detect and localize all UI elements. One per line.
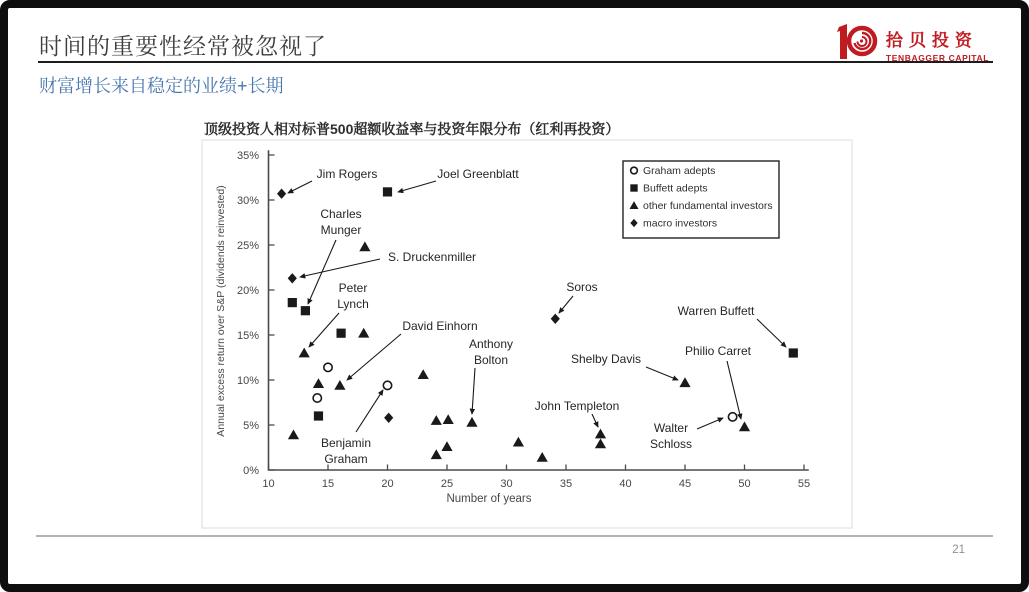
svg-text:15%: 15% bbox=[236, 330, 259, 342]
svg-text:10%: 10% bbox=[236, 375, 259, 387]
svg-text:35%: 35% bbox=[236, 150, 259, 162]
svg-text:Walter: Walter bbox=[653, 421, 689, 435]
slide-title: 时间的重要性经常被忽视了 bbox=[39, 33, 327, 59]
svg-text:Schloss: Schloss bbox=[649, 437, 693, 451]
svg-text:Bolton: Bolton bbox=[473, 353, 509, 367]
svg-text:Number of years: Number of years bbox=[446, 493, 532, 505]
svg-text:Anthony: Anthony bbox=[468, 337, 514, 351]
svg-text:40: 40 bbox=[619, 478, 632, 490]
svg-text:5%: 5% bbox=[243, 420, 259, 432]
svg-text:John Templeton: John Templeton bbox=[534, 399, 620, 413]
svg-text:Lynch: Lynch bbox=[337, 297, 369, 311]
svg-text:45: 45 bbox=[678, 478, 692, 490]
svg-text:Jim Rogers: Jim Rogers bbox=[316, 167, 378, 181]
svg-text:0%: 0% bbox=[243, 465, 259, 477]
svg-text:Annual excess return over S&P: Annual excess return over S&P (dividends reinvested) bbox=[215, 185, 227, 437]
footer-divider bbox=[36, 535, 993, 537]
svg-text:10: 10 bbox=[262, 478, 275, 490]
svg-text:Joel Greenblatt: Joel Greenblatt bbox=[437, 167, 519, 181]
svg-text:25: 25 bbox=[440, 478, 454, 490]
svg-text:Soros: Soros bbox=[566, 280, 598, 294]
svg-text:Charles: Charles bbox=[320, 207, 362, 221]
svg-text:35: 35 bbox=[559, 478, 573, 490]
svg-text:Peter: Peter bbox=[338, 281, 368, 295]
svg-text:25%: 25% bbox=[236, 240, 259, 252]
slide-subtitle: 财富增长来自稳定的业绩+长期 bbox=[39, 76, 284, 96]
svg-text:Munger: Munger bbox=[320, 223, 362, 237]
svg-text:55: 55 bbox=[797, 478, 811, 490]
logo-name-en: TENBAGGER CAPITAL bbox=[885, 52, 989, 63]
svg-text:30: 30 bbox=[500, 478, 513, 490]
svg-text:Shelby Davis: Shelby Davis bbox=[570, 352, 642, 366]
chart-title: 顶级投资人相对标普500超额收益率与投资年限分布（红利再投资） bbox=[204, 121, 620, 137]
svg-text:Graham adepts: Graham adepts bbox=[643, 165, 716, 177]
svg-text:30%: 30% bbox=[236, 195, 259, 207]
logo-name-cn: 拾贝投资 bbox=[885, 30, 978, 50]
svg-text:15: 15 bbox=[321, 478, 335, 490]
svg-text:20: 20 bbox=[381, 478, 394, 490]
svg-text:macro investors: macro investors bbox=[643, 217, 718, 230]
svg-text:David Einhorn: David Einhorn bbox=[402, 319, 478, 333]
svg-text:S. Druckenmiller: S. Druckenmiller bbox=[387, 250, 477, 264]
svg-text:Buffett adepts: Buffett adepts bbox=[643, 182, 708, 195]
page-number: 21 bbox=[952, 544, 965, 556]
svg-text:50: 50 bbox=[738, 478, 751, 490]
svg-text:Philio Carret: Philio Carret bbox=[684, 344, 752, 358]
svg-text:Benjamin: Benjamin bbox=[320, 436, 372, 450]
svg-text:20%: 20% bbox=[236, 285, 259, 297]
svg-text:Warren Buffett: Warren Buffett bbox=[677, 304, 755, 318]
svg-text:other fundamental investors: other fundamental investors bbox=[643, 200, 773, 212]
svg-text:Graham: Graham bbox=[324, 452, 368, 466]
